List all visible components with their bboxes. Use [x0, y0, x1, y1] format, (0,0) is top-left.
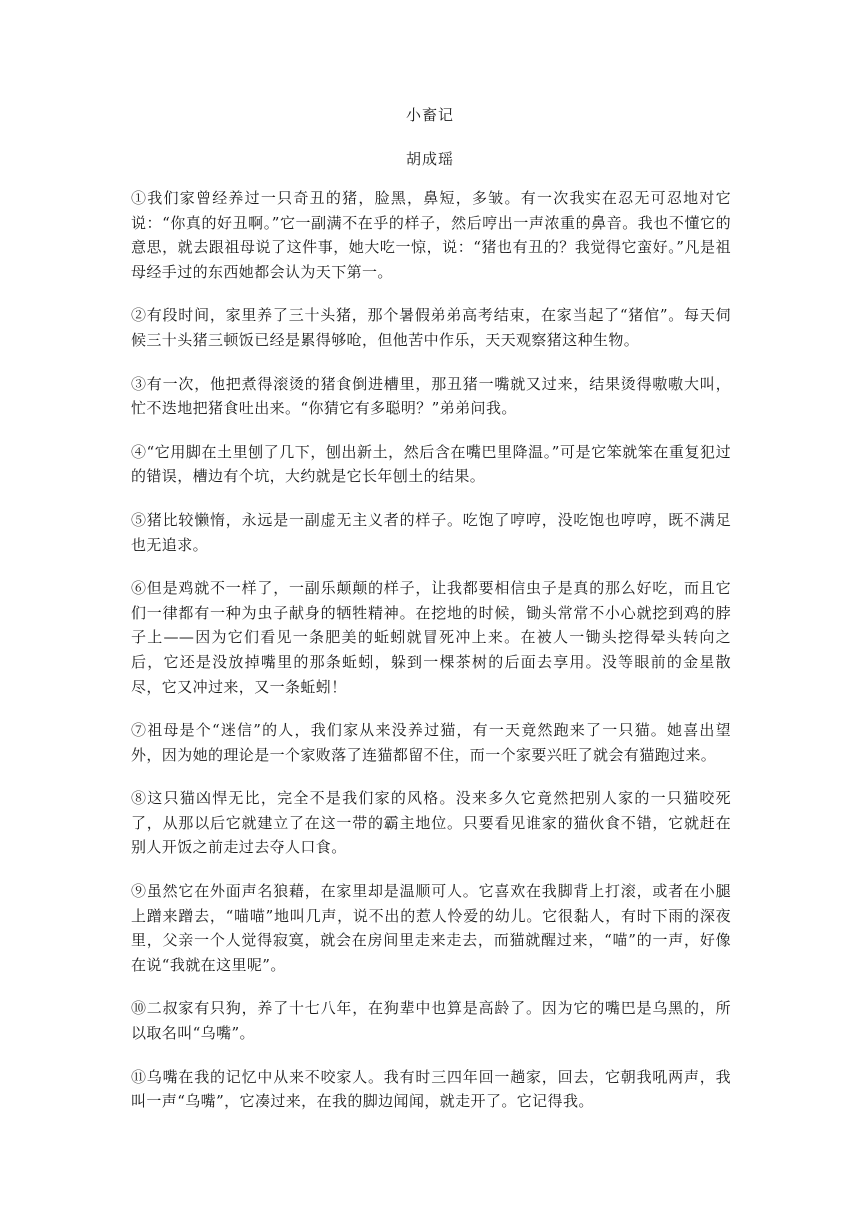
document-body: [131, 186, 731, 1133]
paragraph-3: ③有一次，他把煮得滚烫的猪食倒进槽里，那丑猪一嘴就又过来，结果烫得嗷嗷大叫，忙不迭地把猪食吐出来。“你猜它有多聪明？”弟弟问我。: [131, 374, 731, 418]
paragraph-10: ⑩二叔家有只狗，养了十七八年，在狗辈中也算是高龄了。因为它的嘴巴是乌黑的，所以取名叫“乌嘴”。: [131, 999, 731, 1043]
paragraph-9: ⑨虽然它在外面声名狼藉，在家里却是温顺可人。它喜欢在我脚背上打滚，或者在小腿上蹭来蹭去，“喵喵”地叫几声，说不出的惹人怜爱的幼儿。它很黏人，有时下雨的深夜里，父亲一个人觉得寂寞，就会在房间里走来走去，而猫就醒过来，“喵”的一声，好像在说“我就在这里呢”。: [131, 882, 731, 974]
document-title: 小畜记: [405, 106, 454, 124]
paragraph-1: ①我们家曾经养过一只奇丑的猪，脸黑，鼻短，多皱。有一次我实在忍无可忍地对它说：“你真的好丑啊。”它一副满不在乎的样子，然后哼出一声浓重的鼻音。我也不懂它的意思，就去跟祖母说了这件事，她大吃一惊，说：“猪也有丑的？我觉得它蛮好。”凡是祖母经手过的东西她都会认为天下第一。: [131, 189, 731, 281]
paragraph-7: ⑦祖母是个“迷信”的人，我们家从来没养过猫，有一天竟然跑来了一只猫。她喜出望外，因为她的理论是一个家败落了连猫都留不住，而一个家要兴旺了就会有猫跑过来。: [131, 721, 731, 764]
paragraph-2: ②有段时间，家里养了三十头猪，那个暑假弟弟高考结束，在家当起了“猪倌”。每天伺候三十头猪三顿饭已经是累得够呛，但他苦中作乐，天天观察猪这种生物。: [131, 306, 731, 349]
paragraph-4: ④“它用脚在土里刨了几下，刨出新土，然后含在嘴巴里降温。”可是它笨就笨在重复犯过的错误，槽边有个坑，大约就是它长年刨土的结果。: [131, 442, 731, 486]
paragraph-8: ⑧这只猫凶悍无比，完全不是我们家的风格。没来多久它竟然把别人家的一只猫咬死了，从那以后它就建立了在这一带的霸主地位。只要看见谁家的猫伙食不错，它就赶在别人开饭之前走过去夺人口食。: [131, 789, 731, 857]
paragraph-6: ⑥但是鸡就不一样了，一副乐颠颠的样子，让我都要相信虫子是真的那么好吃，而且它们一律都有一种为虫子献身的牺牲精神。在挖地的时候，锄头常常不小心就挖到鸡的脖子上——因为它们看见一条肥美的蚯蚓就冒死冲上来。在被人一锄头挖得晕头转向之后，它还是没放掉嘴里的那条蚯蚓，躲到一棵茶树的后面去享用。没等眼前的金星散尽，它又冲过来，又一条蚯蚓！: [131, 579, 731, 696]
paragraph-5: ⑤猪比较懒惰，永远是一副虚无主义者的样子。吃饱了哼哼，没吃饱也哼哼，既不满足也无追求。: [131, 510, 731, 554]
document-author: 胡成瑶: [405, 150, 454, 168]
paragraph-11: ⑪乌嘴在我的记忆中从来不咬家人。我有时三四年回一趟家，回去，它朝我吼两声，我叫一声“乌嘴”，它凑过来，在我的脚边闻闻，就走开了。它记得我。: [131, 1067, 731, 1111]
